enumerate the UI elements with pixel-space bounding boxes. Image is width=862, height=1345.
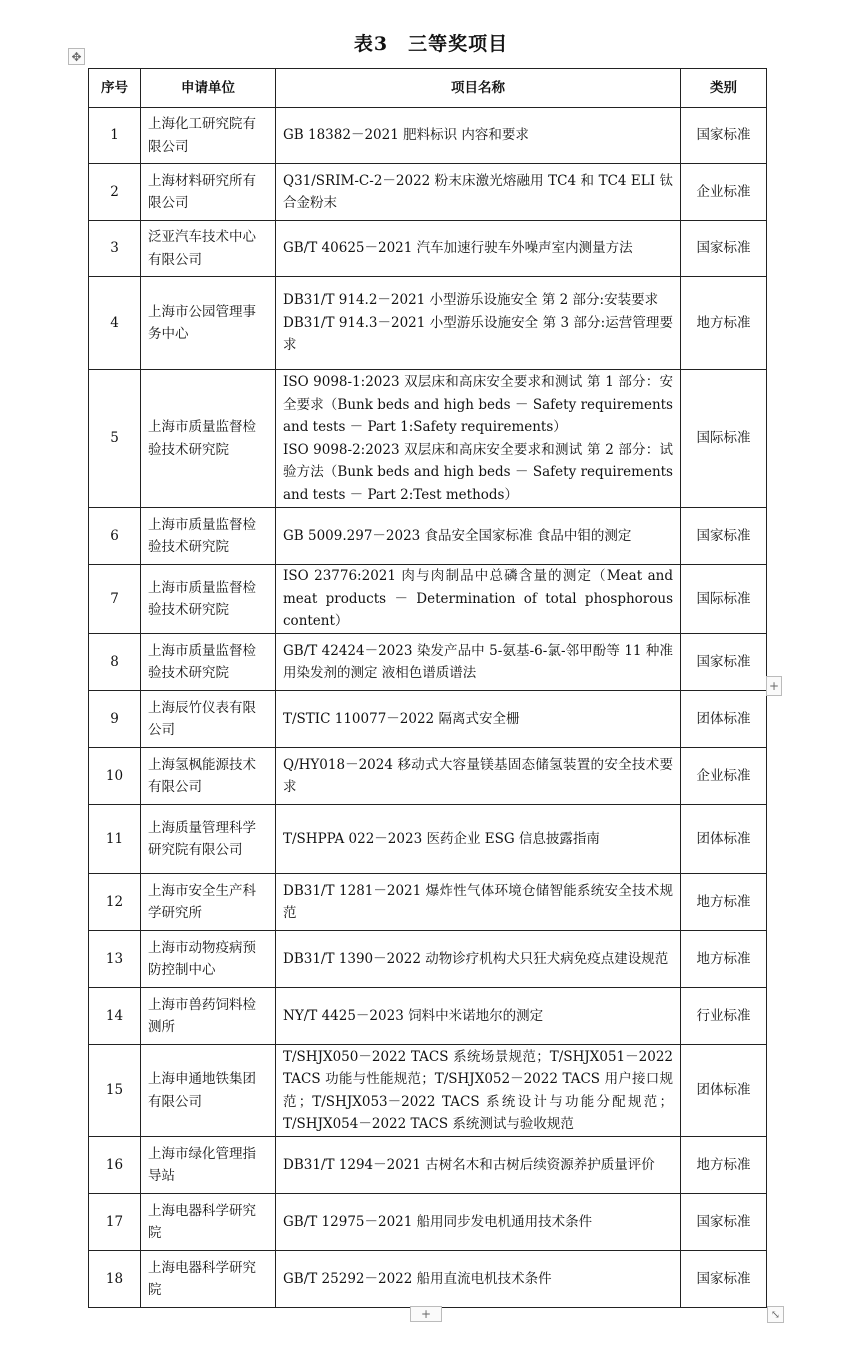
applicant-unit: 上海化工研究院有限公司 bbox=[141, 108, 276, 164]
project-name-cell bbox=[276, 108, 681, 164]
project-name: Q31/SRIM-C-2－2022 粉末床激光熔融用 TC4 和 TC4 ELI 钛合金粉末 bbox=[283, 172, 673, 211]
category: 国家标准 bbox=[681, 1194, 767, 1251]
table-title: 表3 三等奖项目 bbox=[353, 33, 509, 55]
row-number: 17 bbox=[89, 1194, 141, 1251]
project-name: ISO 9098-2:2023 双层床和高床安全要求和测试 第 2 部分：试验方法（Bunk beds and high beds － Safety requirements and tests － Part 2:Test methods） bbox=[283, 441, 673, 503]
applicant-unit: 上海材料研究所有限公司 bbox=[141, 164, 276, 221]
project-name-cell bbox=[276, 874, 681, 931]
row-number: 18 bbox=[89, 1251, 141, 1308]
table-row bbox=[89, 634, 767, 691]
project-name-cell bbox=[276, 805, 681, 874]
applicant-unit: 上海辰竹仪表有限公司 bbox=[141, 691, 276, 748]
category: 企业标准 bbox=[681, 164, 767, 221]
project-name: ISO 9098-1:2023 双层床和高床安全要求和测试 第 1 部分：安全要求（Bunk beds and high beds － Safety requirements and tests － Part 1:Safety requirements） bbox=[283, 374, 673, 435]
project-name: Q/HY018－2024 移动式大容量镁基固态储氢装置的安全技术要求 bbox=[283, 756, 673, 795]
table-row bbox=[89, 805, 767, 874]
project-name-cell bbox=[276, 565, 681, 634]
applicant-unit: 上海市安全生产科学研究所 bbox=[141, 874, 276, 931]
category: 国家标准 bbox=[681, 108, 767, 164]
row-number: 6 bbox=[89, 508, 141, 565]
row-number: 11 bbox=[89, 805, 141, 874]
project-name-cell bbox=[276, 508, 681, 565]
applicant-unit: 上海电器科学研究院 bbox=[141, 1251, 276, 1308]
project-name: T/SHPPA 022－2023 医药企业 ESG 信息披露指南 bbox=[283, 830, 600, 847]
category: 国家标准 bbox=[681, 221, 767, 277]
row-number: 16 bbox=[89, 1137, 141, 1194]
row-number: 7 bbox=[89, 565, 141, 634]
applicant-unit: 上海市质量监督检验技术研究院 bbox=[141, 565, 276, 634]
category: 地方标准 bbox=[681, 874, 767, 931]
project-name: T/SHJX050－2022 TACS 系统场景规范；T/SHJX051－2022 TACS 功能与性能规范；T/SHJX052－2022 TACS 用户接口规范；T/SHJX053－2022 TACS 系统设计与功能分配规范；T/SHJX054－2022 TACS 系统测试与验收规范 bbox=[283, 1048, 673, 1132]
row-number: 14 bbox=[89, 988, 141, 1045]
row-number: 13 bbox=[89, 931, 141, 988]
category: 地方标准 bbox=[681, 1137, 767, 1194]
category: 国家标准 bbox=[681, 634, 767, 691]
project-name-cell bbox=[276, 988, 681, 1045]
category: 团体标准 bbox=[681, 691, 767, 748]
project-name: T/STIC 110077－2022 隔离式安全栅 bbox=[283, 710, 520, 727]
awards-table bbox=[88, 68, 767, 1308]
table-row bbox=[89, 508, 767, 565]
table-row bbox=[89, 370, 767, 508]
project-name-cell bbox=[276, 1045, 681, 1137]
applicant-unit: 上海氢枫能源技术有限公司 bbox=[141, 748, 276, 805]
project-name-cell bbox=[276, 748, 681, 805]
category: 国际标准 bbox=[681, 370, 767, 508]
project-name: GB 18382－2021 肥料标识 内容和要求 bbox=[283, 127, 529, 144]
project-name-cell bbox=[276, 1251, 681, 1308]
table-row bbox=[89, 164, 767, 221]
category: 地方标准 bbox=[681, 277, 767, 370]
project-name-cell bbox=[276, 931, 681, 988]
applicant-unit: 上海市质量监督检验技术研究院 bbox=[141, 370, 276, 508]
category: 团体标准 bbox=[681, 805, 767, 874]
applicant-unit: 上海电器科学研究院 bbox=[141, 1194, 276, 1251]
row-number: 12 bbox=[89, 874, 141, 931]
project-name-cell bbox=[276, 370, 681, 508]
category: 国际标准 bbox=[681, 565, 767, 634]
applicant-unit: 上海市质量监督检验技术研究院 bbox=[141, 508, 276, 565]
applicant-unit: 上海市质量监督检验技术研究院 bbox=[141, 634, 276, 691]
table-row bbox=[89, 1251, 767, 1308]
table-resize-handle-icon[interactable]: ⤡ bbox=[767, 1306, 784, 1323]
category: 国家标准 bbox=[681, 1251, 767, 1308]
table-header-row bbox=[89, 69, 767, 108]
project-name-cell bbox=[276, 1137, 681, 1194]
project-name: GB/T 40625－2021 汽车加速行驶车外噪声室内测量方法 bbox=[283, 240, 633, 257]
row-number: 2 bbox=[89, 164, 141, 221]
category: 企业标准 bbox=[681, 748, 767, 805]
row-number: 15 bbox=[89, 1045, 141, 1137]
project-name-cell bbox=[276, 164, 681, 221]
header-no: 序号 bbox=[89, 69, 141, 108]
table-row bbox=[89, 1137, 767, 1194]
project-name-cell bbox=[276, 277, 681, 370]
applicant-unit: 上海市兽药饲料检测所 bbox=[141, 988, 276, 1045]
project-name: GB/T 42424－2023 染发产品中 5-氨基-6-氯-邻甲酚等 11 种准用染发剂的测定 液相色谱质谱法 bbox=[283, 642, 673, 681]
table-row bbox=[89, 931, 767, 988]
header-project: 项目名称 bbox=[276, 69, 681, 108]
add-row-button[interactable]: + bbox=[410, 1306, 442, 1322]
table-row bbox=[89, 108, 767, 164]
table-row bbox=[89, 988, 767, 1045]
project-name: DB31/T 1281－2021 爆炸性气体环境仓储智能系统安全技术规范 bbox=[283, 882, 673, 921]
project-name-cell bbox=[276, 634, 681, 691]
table-row bbox=[89, 221, 767, 277]
applicant-unit: 泛亚汽车技术中心有限公司 bbox=[141, 221, 276, 277]
row-number: 4 bbox=[89, 277, 141, 370]
table-row bbox=[89, 565, 767, 634]
project-name-cell bbox=[276, 691, 681, 748]
row-number: 1 bbox=[89, 108, 141, 164]
row-number: 10 bbox=[89, 748, 141, 805]
project-name: GB/T 25292－2022 船用直流电机技术条件 bbox=[283, 1270, 552, 1287]
category: 行业标准 bbox=[681, 988, 767, 1045]
project-name: DB31/T 1390－2022 动物诊疗机构犬只狂犬病免疫点建设规范 bbox=[283, 950, 669, 967]
category: 国家标准 bbox=[681, 508, 767, 565]
project-name-cell bbox=[276, 221, 681, 277]
project-name: GB/T 12975－2021 船用同步发电机通用技术条件 bbox=[283, 1213, 593, 1230]
table-row bbox=[89, 277, 767, 370]
table-body bbox=[89, 108, 767, 1308]
row-number: 8 bbox=[89, 634, 141, 691]
table-row bbox=[89, 1194, 767, 1251]
table-row bbox=[89, 748, 767, 805]
table-row bbox=[89, 691, 767, 748]
row-number: 3 bbox=[89, 221, 141, 277]
header-category: 类别 bbox=[681, 69, 767, 108]
project-name: ISO 23776:2021 肉与肉制品中总磷含量的测定（Meat and meat products － Determination of total phosphorous content） bbox=[283, 568, 673, 630]
table-row bbox=[89, 874, 767, 931]
project-name: GB 5009.297－2023 食品安全国家标准 食品中钼的测定 bbox=[283, 527, 632, 544]
row-number: 5 bbox=[89, 370, 141, 508]
table-row bbox=[89, 1045, 767, 1137]
category: 地方标准 bbox=[681, 931, 767, 988]
applicant-unit: 上海质量管理科学研究院有限公司 bbox=[141, 805, 276, 874]
applicant-unit: 上海申通地铁集团有限公司 bbox=[141, 1045, 276, 1137]
applicant-unit: 上海市绿化管理指导站 bbox=[141, 1137, 276, 1194]
category: 团体标准 bbox=[681, 1045, 767, 1137]
add-column-button[interactable]: + bbox=[766, 676, 782, 696]
project-name: NY/T 4425－2023 饲料中米诺地尔的测定 bbox=[283, 1007, 544, 1024]
applicant-unit: 上海市动物疫病预防控制中心 bbox=[141, 931, 276, 988]
project-name: DB31/T 914.2－2021 小型游乐设施安全 第 2 部分:安装要求 bbox=[283, 292, 659, 309]
applicant-unit: 上海市公园管理事务中心 bbox=[141, 277, 276, 370]
table-move-handle-icon[interactable]: ✥ bbox=[68, 48, 85, 65]
project-name: DB31/T 914.3－2021 小型游乐设施安全 第 3 部分:运营管理要求 bbox=[283, 314, 673, 354]
header-unit: 申请单位 bbox=[141, 69, 276, 108]
project-name-cell bbox=[276, 1194, 681, 1251]
row-number: 9 bbox=[89, 691, 141, 748]
project-name: DB31/T 1294－2021 古树名木和古树后续资源养护质量评价 bbox=[283, 1156, 655, 1173]
